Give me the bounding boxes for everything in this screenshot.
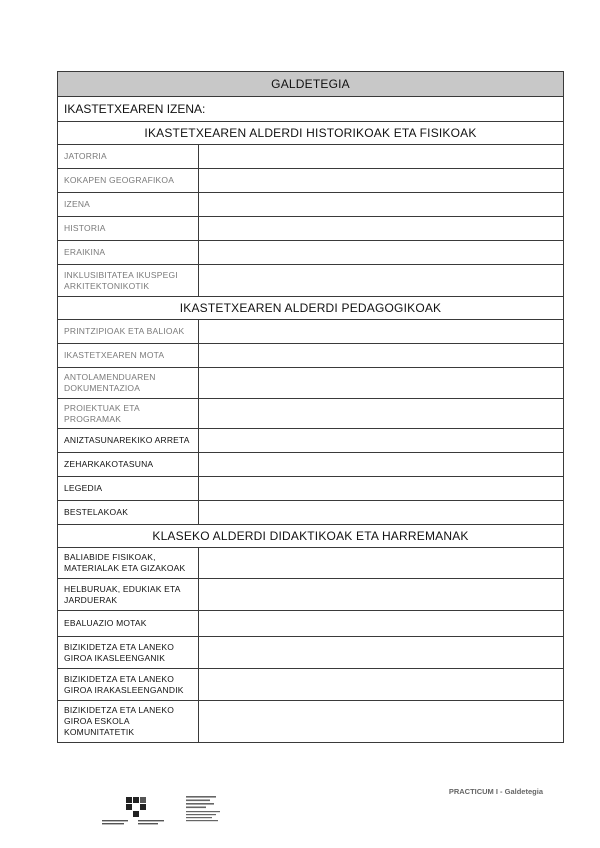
row-label: INKLUSIBITATEA IKUSPEGI ARKITEKTONIKOTIK (58, 265, 199, 297)
university-logo (100, 795, 176, 827)
row-label: BALIABIDE FISIKOAK, MATERIALAK ETA GIZAKOAK (58, 548, 199, 579)
row-value-field[interactable] (199, 453, 564, 477)
row-value-field[interactable] (199, 265, 564, 297)
row-value-field[interactable] (199, 669, 564, 701)
row-label: ANTOLAMENDUAREN DOKUMENTAZIOA (58, 368, 199, 399)
faculty-logo (186, 795, 246, 827)
row-value-field[interactable] (199, 320, 564, 344)
row-label: BESTELAKOAK (58, 501, 199, 525)
row-label: IKASTETXEAREN MOTA (58, 344, 199, 368)
row-value-field[interactable] (199, 399, 564, 429)
row-label: BIZIKIDETZA ETA LANEKO GIROA IKASLEENGANIK (58, 637, 199, 669)
row-value-field[interactable] (199, 637, 564, 669)
row-value-field[interactable] (199, 145, 564, 169)
row-value-field[interactable] (199, 344, 564, 368)
row-label: ANIZTASUNAREKIKO ARRETA (58, 429, 199, 453)
row-label: KOKAPEN GEOGRAFIKOA (58, 169, 199, 193)
row-value-field[interactable] (199, 477, 564, 501)
row-value-field[interactable] (199, 429, 564, 453)
section-heading-historical: IKASTETXEAREN ALDERDI HISTORIKOAK ETA FISIKOAK (58, 122, 564, 145)
questionnaire-table (57, 71, 564, 743)
row-value-field[interactable] (199, 193, 564, 217)
row-label: HISTORIA (58, 217, 199, 241)
row-value-field[interactable] (199, 548, 564, 579)
school-name-field[interactable]: IKASTETXEAREN IZENA: (58, 97, 564, 122)
row-value-field[interactable] (199, 241, 564, 265)
row-value-field[interactable] (199, 501, 564, 525)
row-label: PRINTZIPIOAK ETA BALIOAK (58, 320, 199, 344)
row-value-field[interactable] (199, 701, 564, 743)
row-value-field[interactable] (199, 611, 564, 637)
row-value-field[interactable] (199, 169, 564, 193)
row-label: ZEHARKAKOTASUNA (58, 453, 199, 477)
row-label: LEGEDIA (58, 477, 199, 501)
row-label: JATORRIA (58, 145, 199, 169)
section-heading-pedagogical: IKASTETXEAREN ALDERDI PEDAGOGIKOAK (58, 297, 564, 320)
row-value-field[interactable] (199, 579, 564, 611)
row-label: IZENA (58, 193, 199, 217)
row-label: BIZIKIDETZA ETA LANEKO GIROA IRAKASLEENGANDIK (58, 669, 199, 701)
row-label: BIZIKIDETZA ETA LANEKO GIROA ESKOLA KOMUNITATETIK (58, 701, 199, 743)
section-heading-didactic: KLASEKO ALDERDI DIDAKTIKOAK ETA HARREMANAK (58, 525, 564, 548)
row-label: EBALUAZIO MOTAK (58, 611, 199, 637)
row-label: ERAIKINA (58, 241, 199, 265)
row-value-field[interactable] (199, 217, 564, 241)
row-label: HELBURUAK, EDUKIAK ETA JARDUERAK (58, 579, 199, 611)
footer-caption: PRACTICUM I - Galdetegia (448, 787, 543, 796)
row-value-field[interactable] (199, 368, 564, 399)
form-title: GALDETEGIA (58, 72, 564, 97)
row-label: PROIEKTUAK ETA PROGRAMAK (58, 399, 199, 429)
